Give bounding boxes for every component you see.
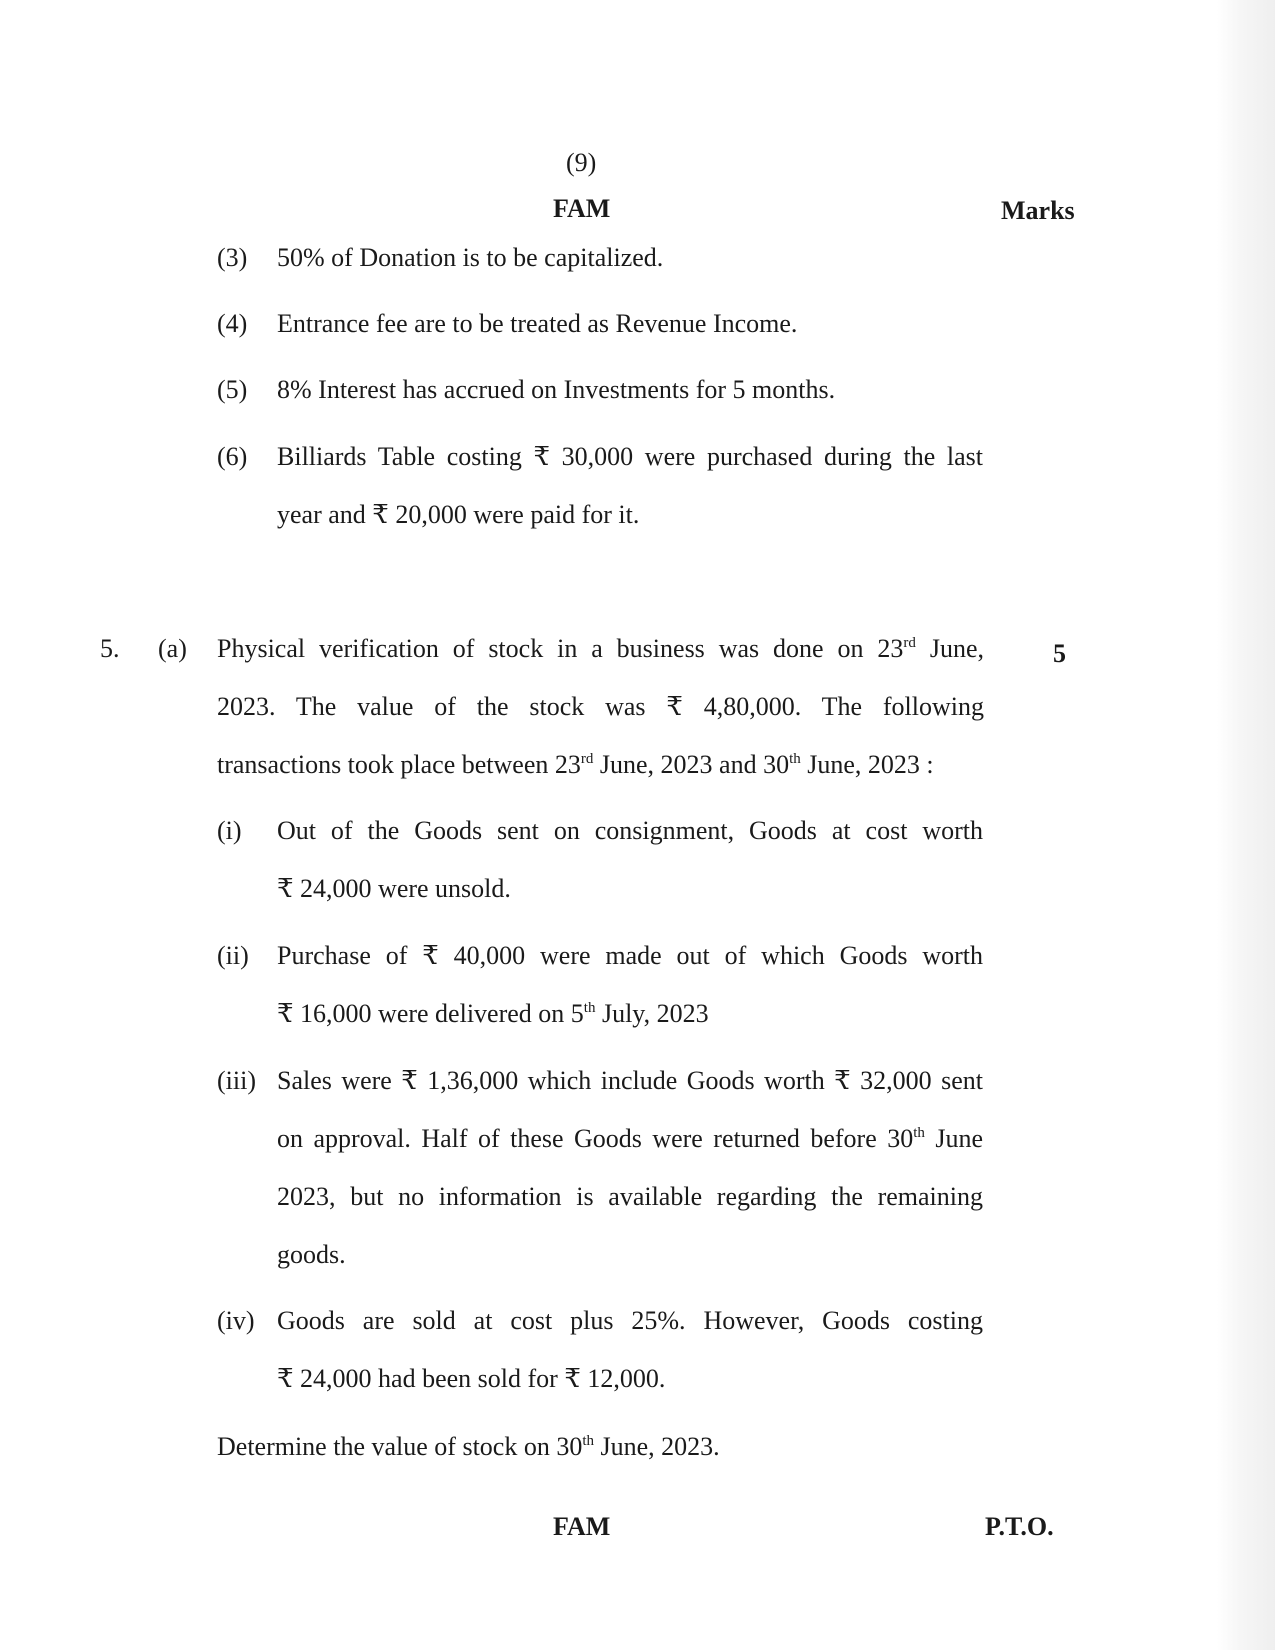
sub-item-line: Sales were ₹ 1,36,000 which include Goods worth ₹ 32,000 sent: [277, 1066, 983, 1095]
item-number: (3): [217, 243, 248, 272]
item-text-line: Billiards Table costing ₹ 30,000 were purchased during the last: [277, 442, 983, 471]
footer-pto: P.T.O.: [985, 1512, 1054, 1541]
item-number: (5): [217, 375, 248, 404]
item-text-line: year and ₹ 20,000 were paid for it.: [277, 500, 640, 529]
item-number: (4): [217, 309, 248, 338]
sub-item-line: Goods are sold at cost plus 25%. However, Goods costing: [277, 1306, 983, 1335]
sub-item-line: 2023, but no information is available regarding the remaining: [277, 1182, 983, 1211]
question-instruction: Determine the value of stock on 30th June, 2023.: [217, 1432, 720, 1461]
paper-code: FAM: [553, 194, 611, 223]
sub-item-line: goods.: [277, 1240, 346, 1269]
sub-item-line: Purchase of ₹ 40,000 were made out of which Goods worth: [277, 941, 983, 970]
sub-question-label: (a): [158, 634, 187, 663]
sub-item-line: on approval. Half of these Goods were returned before 30th June: [277, 1124, 983, 1153]
scan-shadow: [1217, 0, 1275, 1650]
footer-paper-code: FAM: [553, 1512, 611, 1541]
sub-item-line: Out of the Goods sent on consignment, Goods at cost worth: [277, 816, 983, 845]
sub-item-line: ₹ 24,000 had been sold for ₹ 12,000.: [277, 1364, 666, 1393]
question-number: 5.: [100, 634, 120, 663]
sub-item-number: (i): [217, 816, 242, 845]
question-marks: 5: [1053, 639, 1066, 668]
question-line: transactions took place between 23rd June, 2023 and 30th June, 2023 :: [217, 750, 934, 779]
question-line: Physical verification of stock in a business was done on 23rd June,: [217, 634, 984, 663]
item-text: 8% Interest has accrued on Investments for 5 months.: [277, 375, 836, 404]
sub-item-number: (iii): [217, 1066, 256, 1095]
sub-item-line: ₹ 24,000 were unsold.: [277, 874, 511, 903]
sub-item-number: (iv): [217, 1306, 255, 1335]
question-line: 2023. The value of the stock was ₹ 4,80,000. The following: [217, 692, 984, 721]
page-number: (9): [566, 148, 597, 177]
item-number: (6): [217, 442, 248, 471]
sub-item-line: ₹ 16,000 were delivered on 5th July, 2023: [277, 999, 709, 1028]
item-text: Entrance fee are to be treated as Revenue Income.: [277, 309, 798, 338]
marks-heading: Marks: [1001, 196, 1075, 225]
sub-item-number: (ii): [217, 941, 249, 970]
item-text: 50% of Donation is to be capitalized.: [277, 243, 664, 272]
